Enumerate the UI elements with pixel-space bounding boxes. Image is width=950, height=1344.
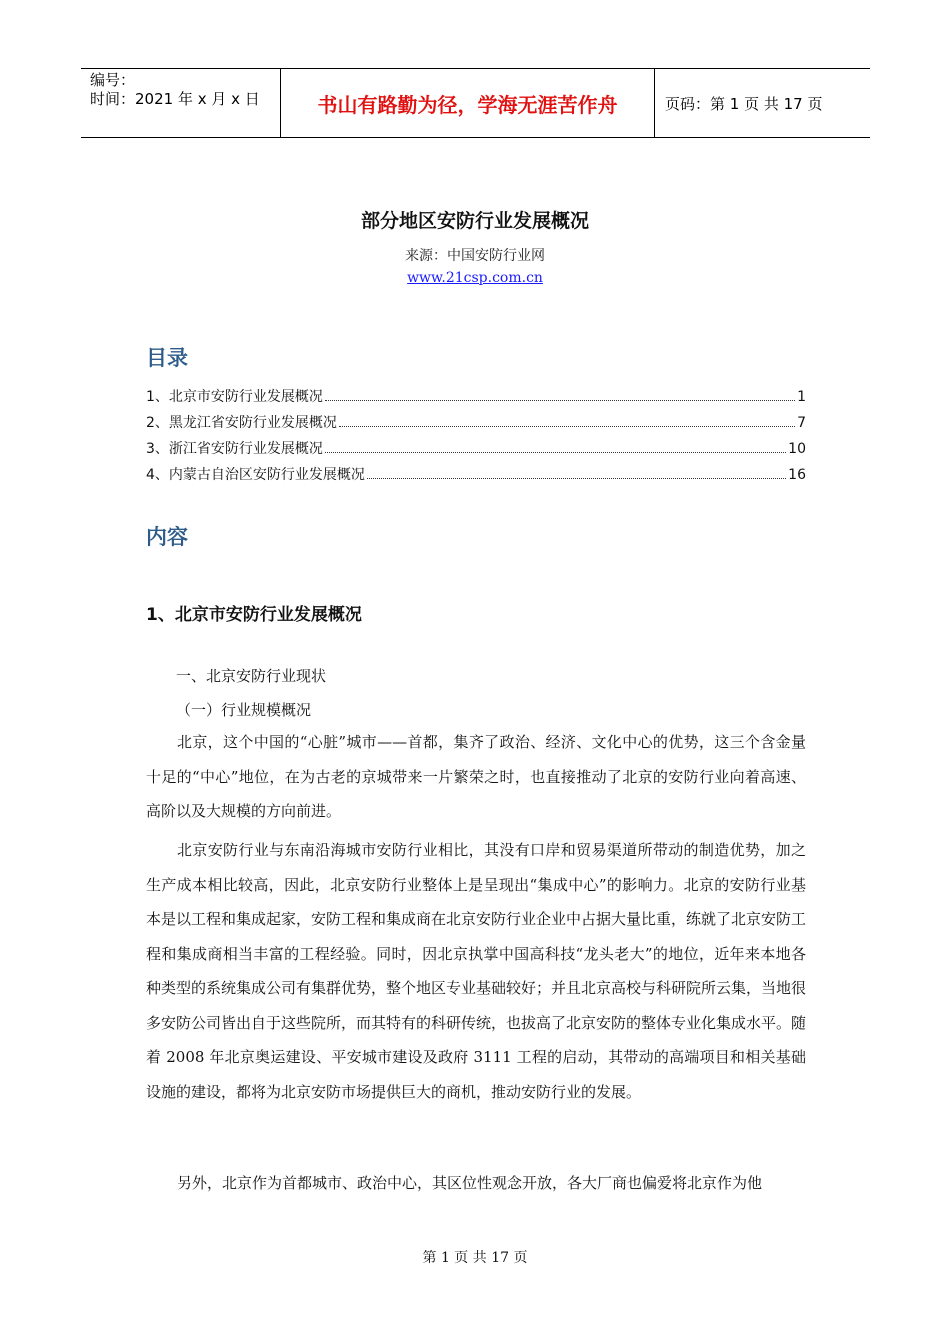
toc-item[interactable] [146,438,806,464]
content-heading: 内容 [146,525,188,549]
toc-item-label: 3、浙江省安防行业发展概况 [146,441,323,457]
toc-item-label: 2、黑龙江省安防行业发展概况 [146,415,337,431]
toc-leader [367,478,786,479]
toc-item[interactable] [146,464,806,490]
subheading-scale: （一）行业规模概况 [176,701,312,719]
document-title: 部分地区安防行业发展概况 [360,210,589,232]
toc-item-page: 10 [788,441,806,457]
header-left-cell [81,69,281,137]
toc-item[interactable] [146,386,806,412]
page-label: 页码：第 1 页 共 17 页 [665,94,823,113]
paragraph: 北京安防行业与东南沿海城市安防行业相比，其没有口岸和贸易渠道所带动的制造优势，加之生产成本相比较高，因此，北京安防行业整体上是呈现出“集成中心”的影响力。北京的安防行业基本是以工程和集成起家，安防工程和集成商在北京安防行业企业中占据大量比重，练就了北京安防工程和集成商相当丰富的工程经验。同时，因北京执掌中国高科技“龙头老大”的地位，近年来本地各种类型的系统集成公司有集群优势，整个地区专业基础较好；并且北京高校与科研院所云集，当地很多安防公司皆出自于这些院所，而其特有的科研传统，也拔高了北京安防的整体专业化集成水平。随着 2008 年北京奥运建设、平安城市建设及政府 3111 工程的启动，其带动的高端项目和相关基础设施的建设，都将为北京安防市场提供巨大的商机，推动安防行业的发展。 [146,841,807,1101]
document-source: 来源：中国安防行业网 [405,248,545,264]
toc-item-page: 1 [797,389,806,405]
subheading-status: 一、北京安防行业现状 [176,667,327,685]
motto: 书山有路勤为径，学海无涯苦作舟 [281,69,655,137]
toc-leader [325,452,786,453]
toc-item[interactable] [146,412,806,438]
time-label: 时间：2021 年 x 月 x 日 [90,90,260,108]
page-footer: 第 1 页 共 17 页 [422,1250,528,1266]
table-of-contents [146,386,806,490]
source-link[interactable]: www.21csp.com.cn [407,270,543,286]
paragraph: 另外，北京作为首都城市、政治中心，其区位性观念开放，各大厂商也偏爱将北京作为他 [177,1174,763,1192]
number-label: 编号： [90,71,136,89]
section-title: 1、北京市安防行业发展概况 [146,605,362,625]
toc-heading: 目录 [146,346,188,370]
toc-item-label: 1、北京市安防行业发展概况 [146,389,323,405]
toc-item-page: 16 [788,467,806,483]
header-table [81,68,870,138]
toc-leader [339,426,795,427]
toc-item-label: 4、内蒙古自治区安防行业发展概况 [146,467,365,483]
toc-item-page: 7 [797,415,806,431]
toc-leader [325,400,795,401]
paragraph: 北京，这个中国的“心脏”城市——首都，集齐了政治、经济、文化中心的优势，这三个含金量十足的“中心”地位，在为古老的京城带来一片繁荣之时，也直接推动了北京的安防行业向着高速、高阶以及大规模的方向前进。 [146,733,806,820]
